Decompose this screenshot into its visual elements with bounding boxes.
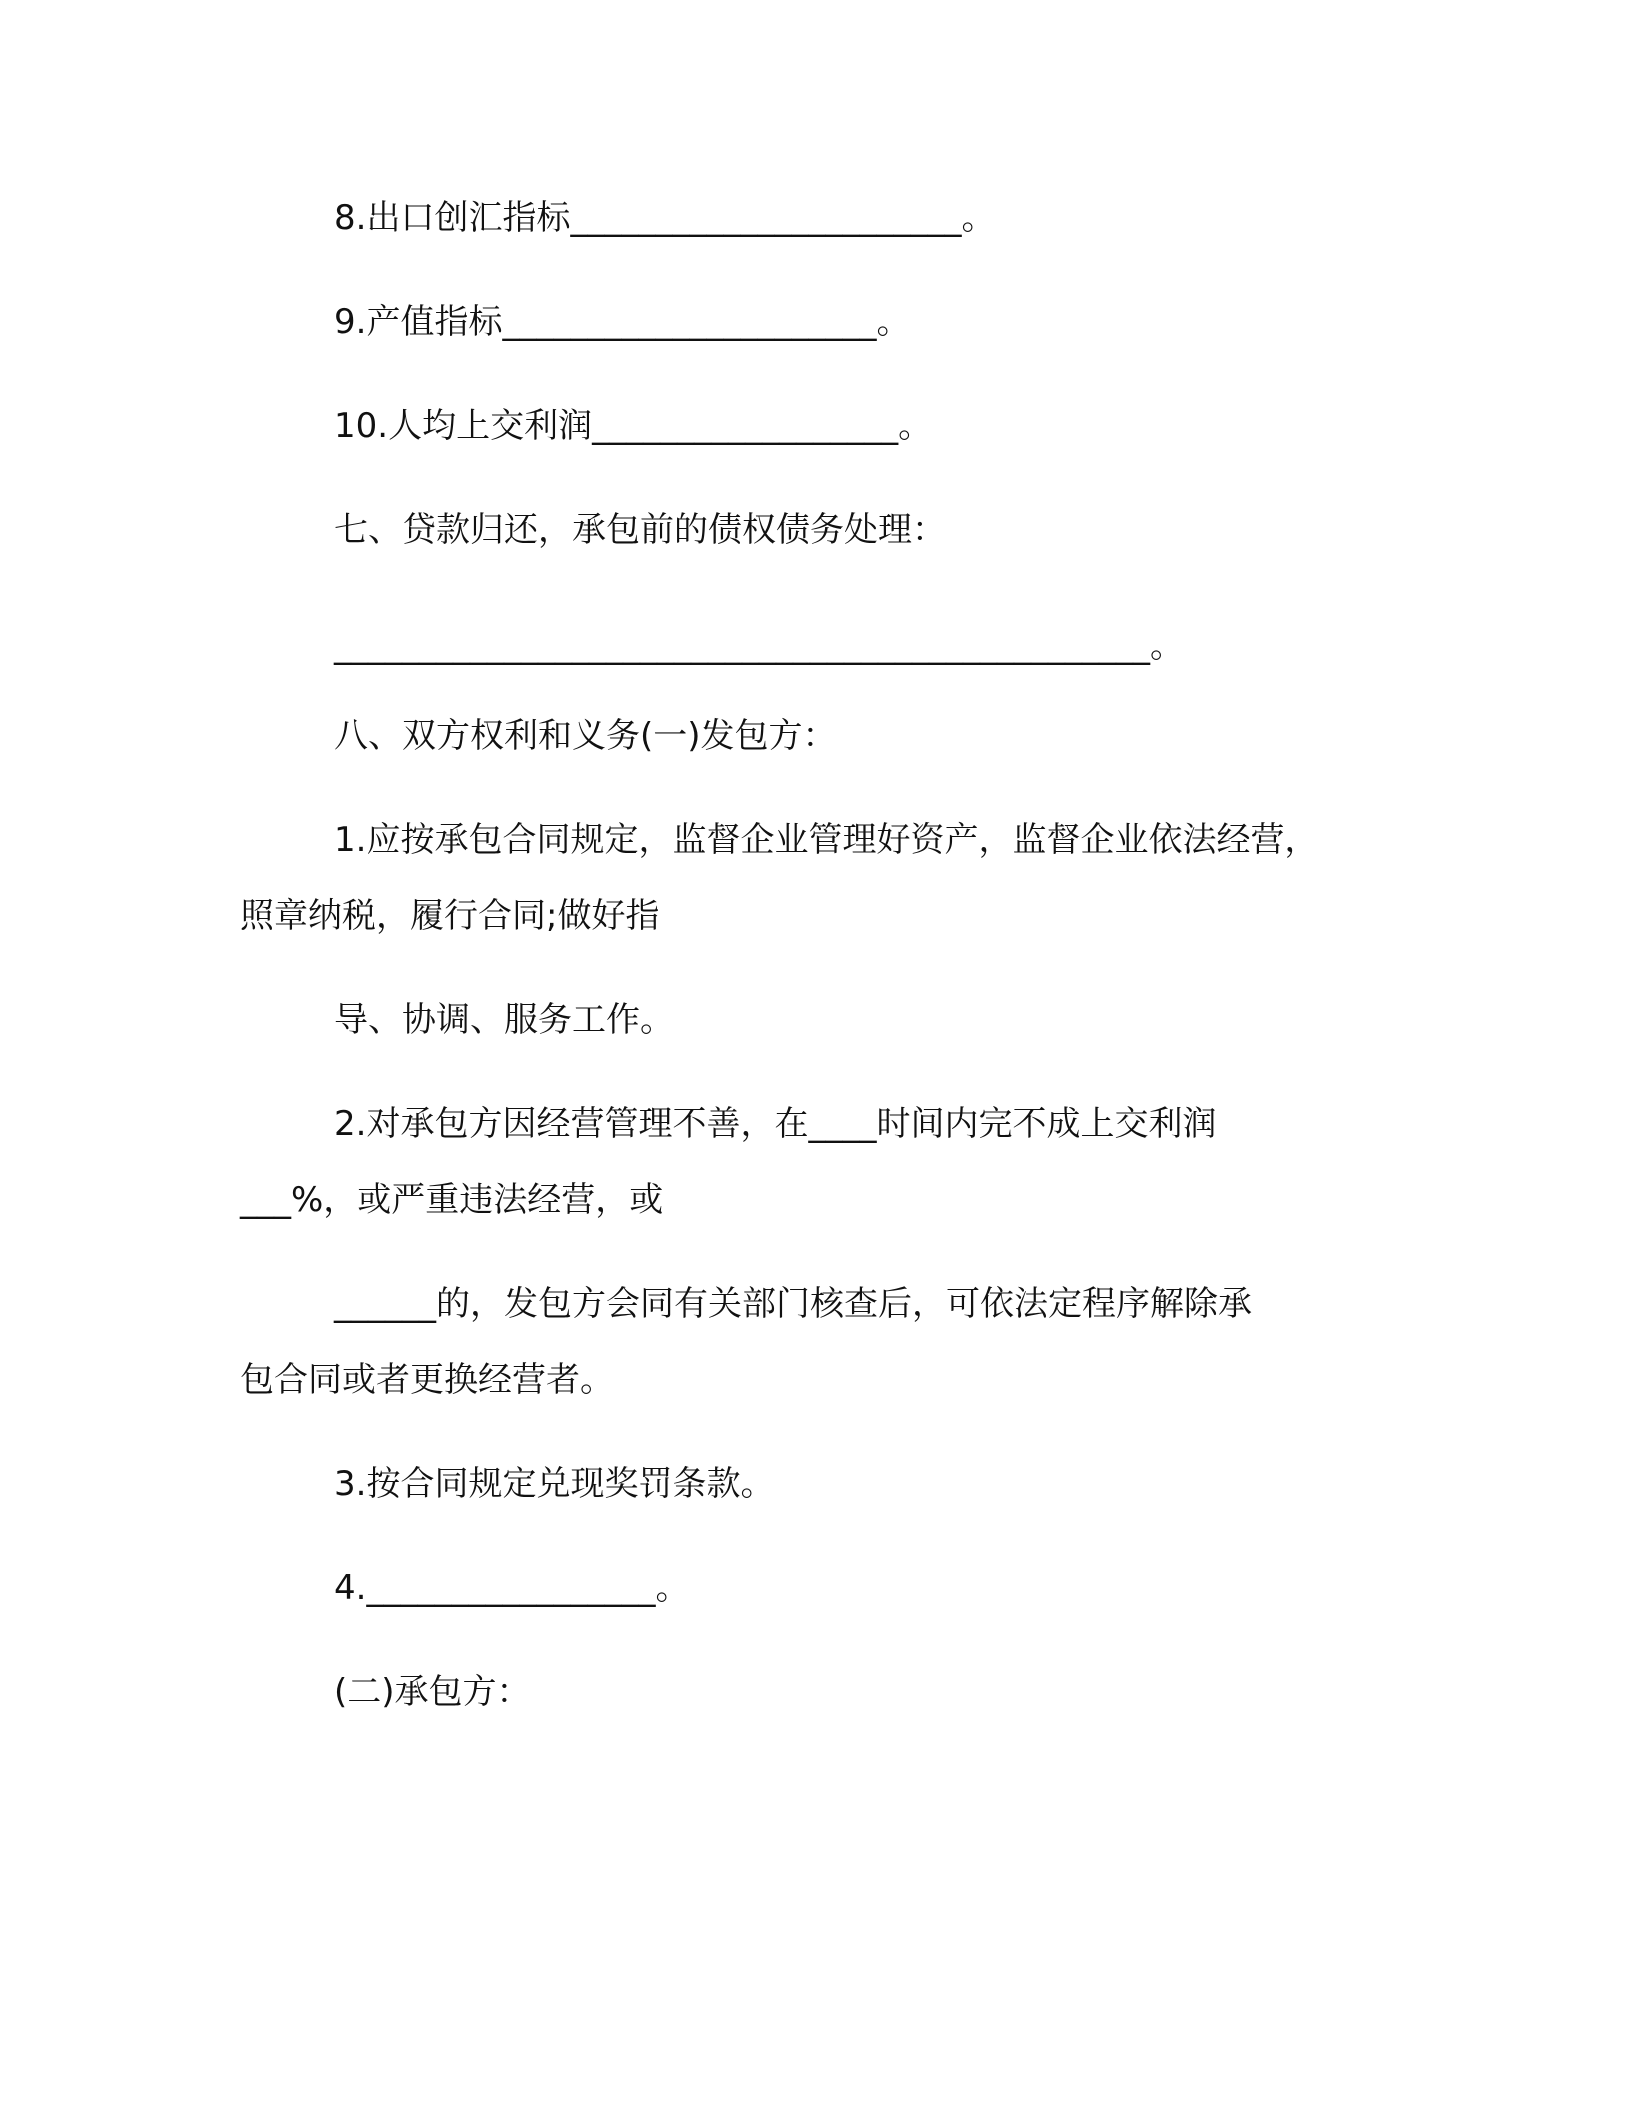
party-a-item-1-line-2: 照章纳税，履行合同;做好指 xyxy=(240,896,660,936)
party-b-heading: (二)承包方： xyxy=(334,1672,531,1712)
section-7-blank-line: ________________________________________________。 xyxy=(334,626,1184,666)
item-8-export-target: 8.出口创汇指标_______________________。 xyxy=(334,198,996,238)
party-a-item-2-line-4: 包合同或者更换经营者。 xyxy=(240,1360,614,1400)
party-a-item-2-line-2: ___%，或严重违法经营，或 xyxy=(240,1180,664,1220)
party-a-item-1-line-3: 导、协调、服务工作。 xyxy=(334,1000,674,1040)
section-8-heading: 八、双方权利和义务(一)发包方： xyxy=(334,716,837,756)
party-a-item-3: 3.按合同规定兑现奖罚条款。 xyxy=(334,1464,775,1504)
party-a-item-2-line-1: 2.对承包方因经营管理不善，在____时间内完不成上交利润 xyxy=(334,1104,1217,1144)
item-10-profit-per-capita: 10.人均上交利润__________________。 xyxy=(334,406,933,446)
party-a-item-4: 4._________________。 xyxy=(334,1568,690,1608)
party-a-item-2-line-3: ______的，发包方会同有关部门核查后，可依法定程序解除承 xyxy=(334,1284,1252,1324)
party-a-item-1-line-1: 1.应按承包合同规定，监督企业管理好资产，监督企业依法经营， xyxy=(334,820,1319,860)
item-9-output-target: 9.产值指标______________________。 xyxy=(334,302,911,342)
section-7-heading: 七、贷款归还，承包前的债权债务处理： xyxy=(334,510,946,550)
